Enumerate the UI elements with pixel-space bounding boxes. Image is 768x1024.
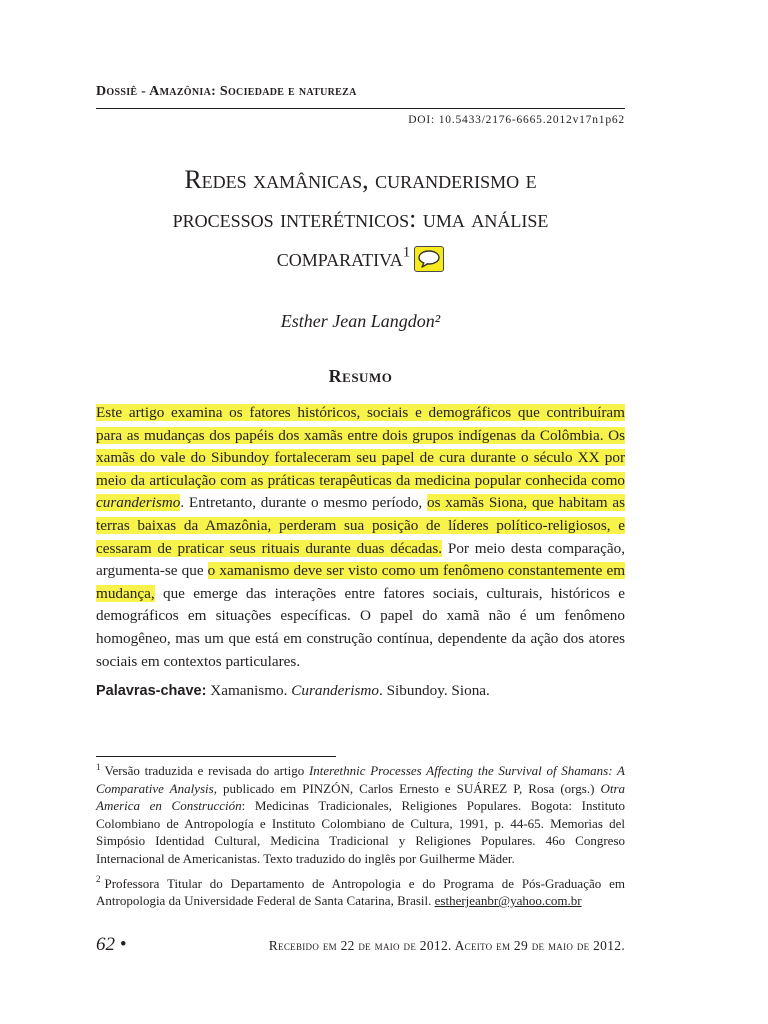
- header-rule: [96, 108, 625, 109]
- footnote-2-text: Professora Titular do Departamento de Antropologia e do Programa de Pós-Graduação em Antropologia da Universidade Federal de Santa Catarina, Brasil.: [96, 875, 625, 909]
- highlight-2[interactable]: os xamãs Siona, que habitam as terras baixas da Amazônia, perderam sua posição de líderes político-religiosos, e cessaram de praticar seus rituais durante duas décadas.: [96, 494, 626, 557]
- comment-icon[interactable]: [414, 246, 444, 272]
- abstract-text-4: Por meio desta comparação, argumenta-se que: [96, 539, 626, 580]
- footnotes: [96, 762, 625, 917]
- footnote-1-text-c: , publicado em PINZÓN, Carlos Ernesto e SUÁREZ P, Rosa (orgs.): [213, 780, 595, 796]
- author-name: Esther Jean Langdon²: [280, 311, 441, 331]
- running-head: Dossiê - Amazônia: Sociedade e natureza: [96, 84, 357, 99]
- keywords: [96, 680, 625, 702]
- keyword-1: Xamanismo.: [210, 682, 288, 699]
- footnote-2: [96, 875, 625, 910]
- page-number: 62 •: [96, 934, 127, 955]
- abstract-heading: Resumo: [328, 366, 393, 386]
- abstract-text-2: . Entretanto, durante o mesmo período,: [180, 494, 423, 512]
- abstract-text-6: que emerge das interações entre fatores sociais, culturais, históricos e demográficos em situações específicas. O papel do xamã não é um fenômeno homogêneo, mas um que está em construção contínua, dependente da ação dos atores sociais em contextos particulares.: [96, 584, 626, 670]
- keywords-label: Palavras-chave:: [96, 683, 207, 699]
- footnote-1-text-e: : Medicinas Tradicionales, Religiones Populares. Bogota: Instituto Colombiano de Antropología e Instituto Colombiano de Cultura, 1991, p. 44-65. Memorias del Simpósio Identidad Cultural, Medicina Tradicional y Religiones Populares. 46o Congreso Internacional de Americanistas. Texto traduzido do inglês por Guilherme Mäder.: [96, 798, 625, 866]
- keyword-2: Curanderismo: [291, 682, 379, 699]
- abstract-italic-term: curanderismo: [96, 494, 181, 512]
- received-accepted-dates: Recebido em 22 de maio de 2012. Aceito em 29 de maio de 2012.: [268, 938, 625, 953]
- doi[interactable]: DOI: 10.5433/2176-6665.2012v17n1p62: [408, 114, 625, 126]
- title-line-2: processos interétnicos: uma análise: [172, 204, 549, 233]
- keyword-rest: . Sibundoy. Siona.: [379, 682, 490, 699]
- highlight-1-italic[interactable]: [96, 494, 180, 511]
- title-line-1: Redes xamânicas, curanderismo e: [184, 165, 537, 194]
- highlight-3[interactable]: o xamanismo deve ser visto como um fenômeno constantemente em mudança,: [96, 562, 626, 602]
- article-title: [96, 160, 625, 277]
- title-footnote-marker[interactable]: 1: [402, 244, 411, 261]
- footnote-rule: [96, 756, 336, 757]
- abstract-body: [96, 402, 625, 673]
- author-email-link[interactable]: estherjeanbr@yahoo.com.br: [434, 893, 582, 909]
- footnote-1-book: Otra America en Construcción: [96, 780, 625, 814]
- footnote-1-number: 1: [96, 761, 101, 772]
- footnote-1-title: Interethnic Processes Affecting the Survival of Shamans: A Comparative Analysis: [96, 763, 625, 796]
- footnote-2-number: 2: [96, 874, 101, 885]
- highlight-1[interactable]: Este artigo examina os fatores históricos, sociais e demográficos que contribuíram para as mudanças dos papéis dos xamãs entre dois grupos indígenas da Colômbia. Os xamãs do vale do Sibundoy fortaleceram seu papel de cura durante o século XX por meio da articulação com as práticas terapêuticas da medicina popular conhecida como: [96, 404, 625, 489]
- footnote-1: [96, 762, 625, 868]
- title-line-3-text: comparativa: [276, 243, 403, 272]
- title-line-3: [96, 238, 625, 277]
- footnote-1-text-a: Versão traduzida e revisada do artigo: [104, 763, 305, 778]
